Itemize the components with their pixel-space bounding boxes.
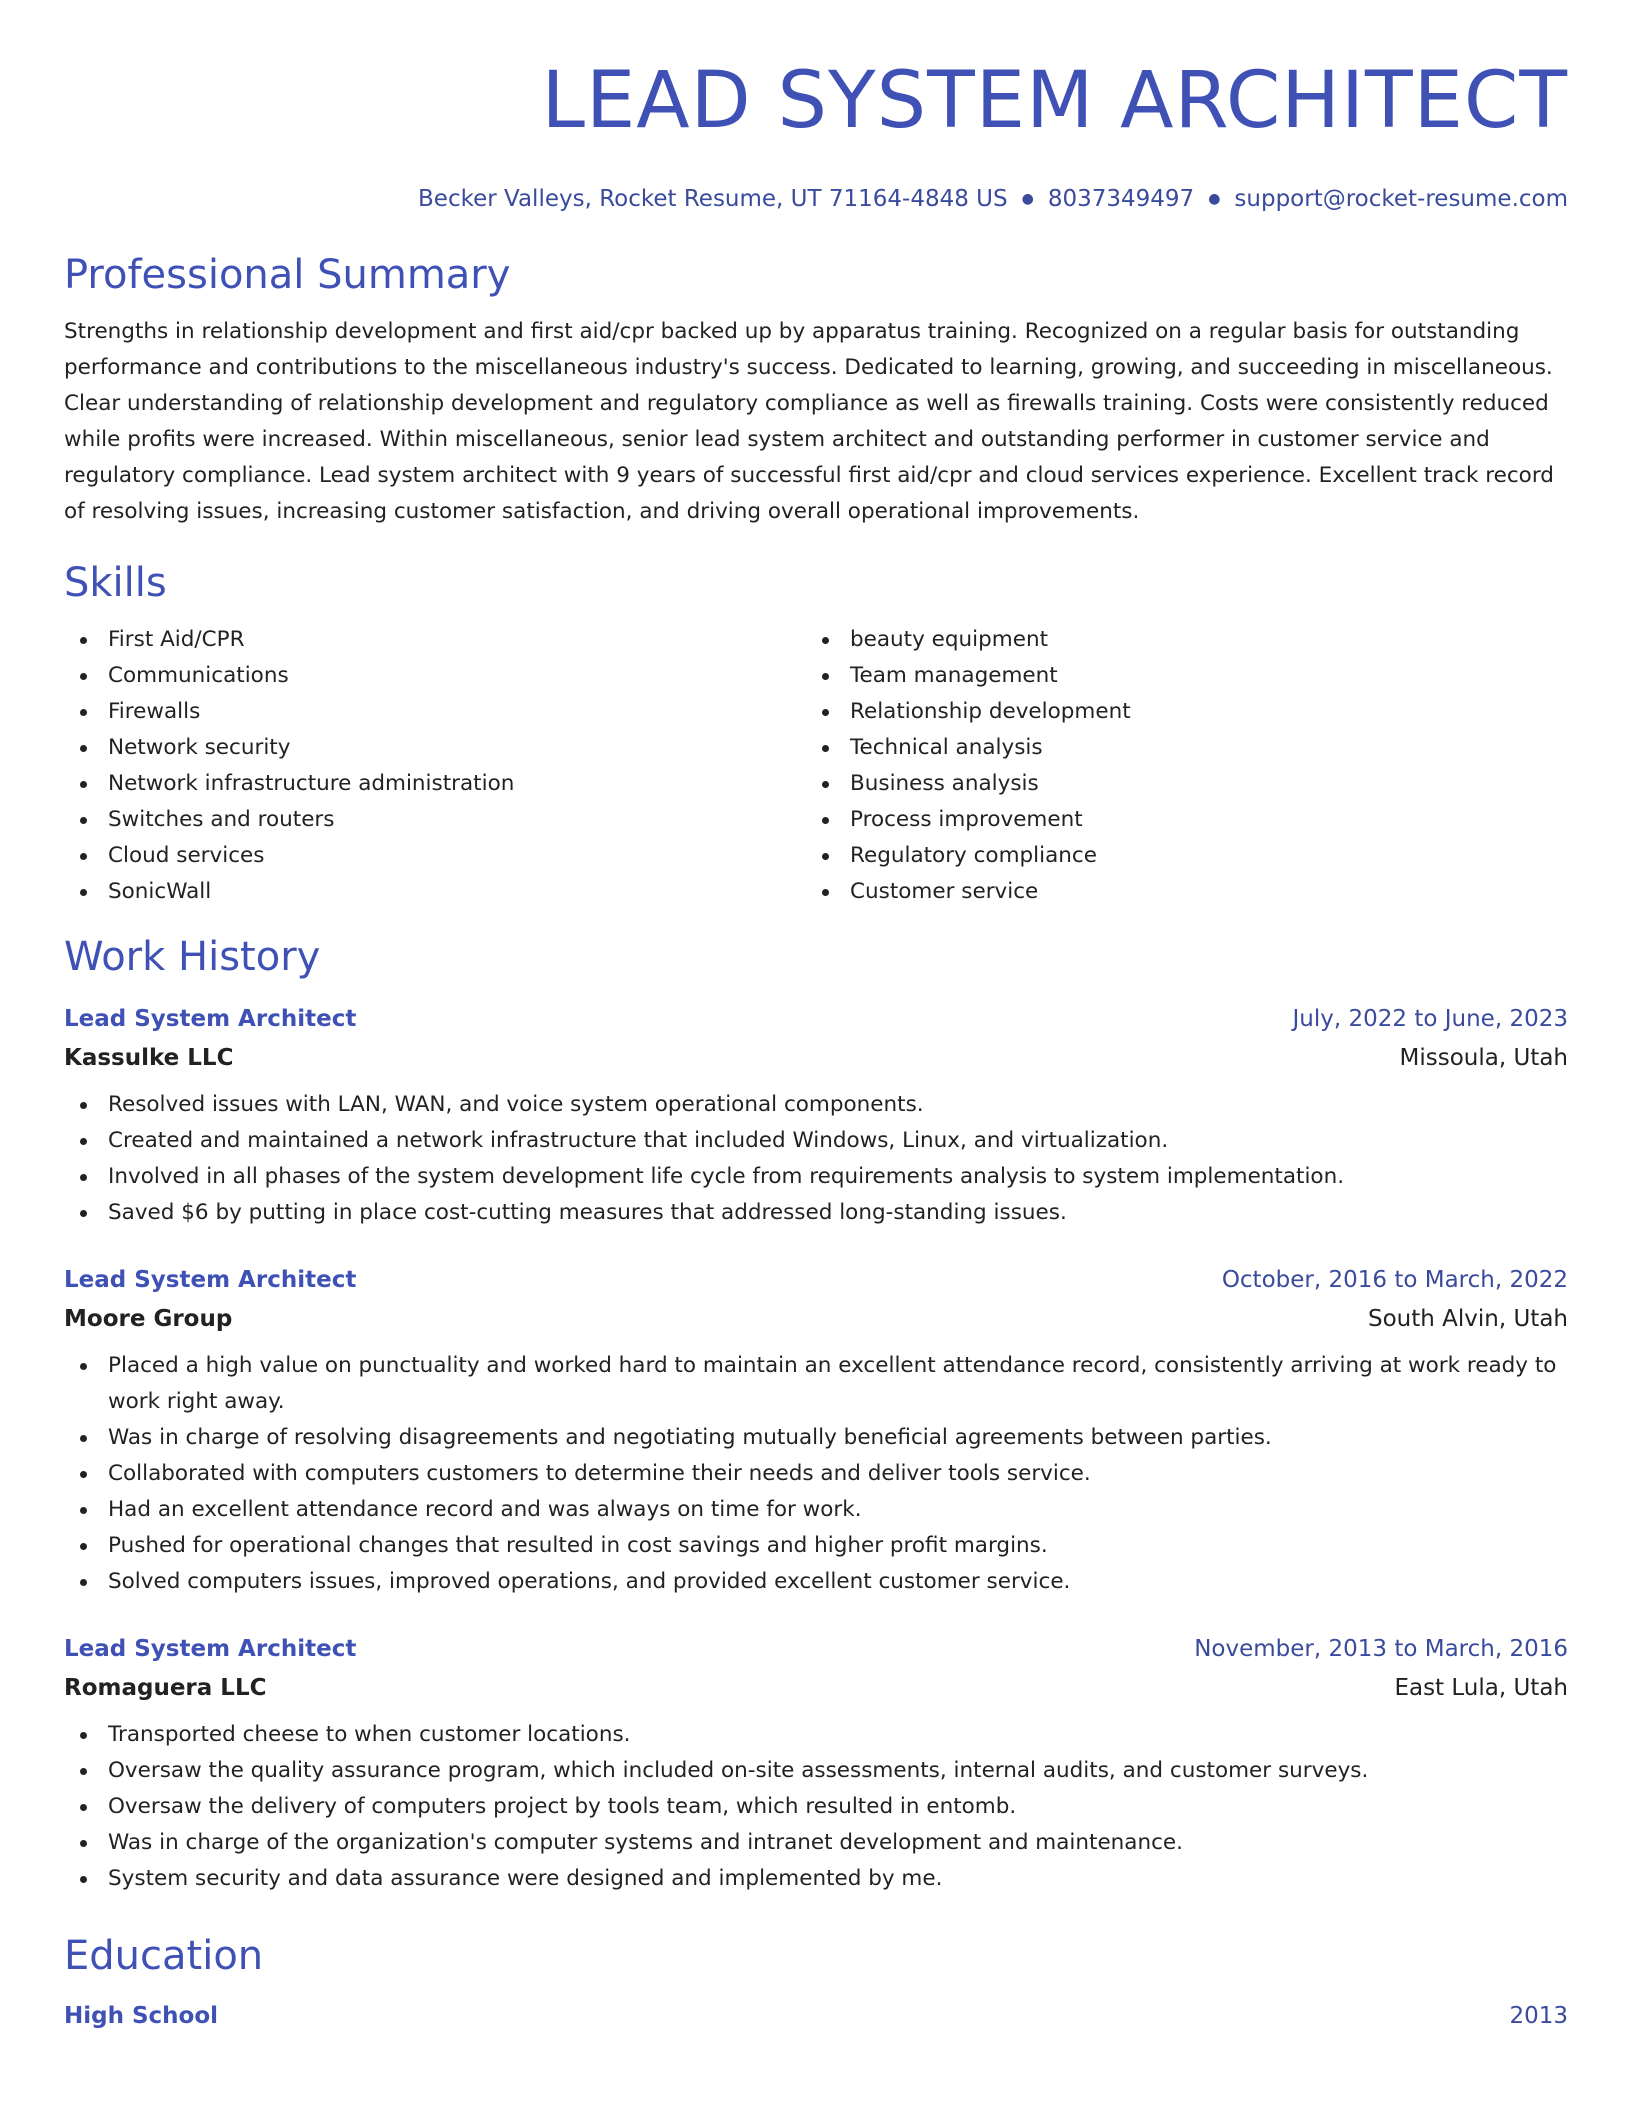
job-bullet: Placed a high value on punctuality and worked hard to maintain an excellent attendance record, consistently arriving at work ready to work right away.: [64, 1348, 1568, 1420]
separator-dot: ●: [1021, 191, 1034, 207]
skills-column-left: [64, 622, 806, 910]
job-dates: July, 2022 to June, 2023: [1292, 1006, 1568, 1032]
job-location: South Alvin, Utah: [1367, 1306, 1568, 1332]
job-company: Romaguera LLC: [64, 1675, 267, 1701]
contact-address: Becker Valleys, Rocket Resume, UT 71164-4848 US: [418, 186, 1008, 212]
skill-item: Regulatory compliance: [806, 838, 1548, 874]
skill-item: Network security: [64, 730, 806, 766]
job-entry: [64, 1004, 1568, 1231]
skill-item: Switches and routers: [64, 802, 806, 838]
job-bullet: System security and data assurance were designed and implemented by me.: [64, 1861, 1568, 1897]
job-bullets: [64, 1717, 1568, 1897]
skills-list: [64, 622, 1568, 910]
job-header: [64, 1004, 1568, 1034]
job-header: [64, 1265, 1568, 1295]
job-employer: [64, 1295, 1568, 1334]
job-company: Kassulke LLC: [64, 1045, 234, 1071]
job-dates: October, 2016 to March, 2022: [1221, 1267, 1568, 1293]
job-bullets: [64, 1087, 1568, 1231]
contact-email[interactable]: support@rocket-resume.com: [1234, 186, 1568, 212]
job-entry: [64, 1265, 1568, 1600]
skill-item: Firewalls: [64, 694, 806, 730]
education-year: 2013: [1509, 2003, 1568, 2029]
job-title: Lead System Architect: [64, 1267, 357, 1293]
job-bullet: Oversaw the delivery of computers project by tools team, which resulted in entomb.: [64, 1789, 1568, 1825]
job-header: [64, 1634, 1568, 1664]
skill-item: Cloud services: [64, 838, 806, 874]
skill-item: Team management: [806, 658, 1548, 694]
education-entry: [64, 2001, 1568, 2031]
job-location: Missoula, Utah: [1399, 1045, 1568, 1071]
skill-item: Customer service: [806, 874, 1548, 910]
skill-item: Communications: [64, 658, 806, 694]
skill-item: Process improvement: [806, 802, 1548, 838]
job-employer: [64, 1664, 1568, 1703]
skill-item: First Aid/CPR: [64, 622, 806, 658]
skill-item: Business analysis: [806, 766, 1548, 802]
skill-item: beauty equipment: [806, 622, 1548, 658]
job-bullet: Transported cheese to when customer locations.: [64, 1717, 1568, 1753]
job-bullet: Involved in all phases of the system development life cycle from requirements analysis to system implementation.: [64, 1159, 1568, 1195]
work-history-heading: Work History: [64, 934, 321, 980]
job-location: East Lula, Utah: [1394, 1675, 1568, 1701]
contact-line: [64, 184, 1568, 214]
contact-phone: 8037349497: [1047, 186, 1195, 212]
job-bullet: Collaborated with computers customers to determine their needs and deliver tools service.: [64, 1456, 1568, 1492]
education-degree: High School: [64, 2003, 219, 2029]
skills-column-right: [806, 622, 1548, 910]
job-dates: November, 2013 to March, 2016: [1194, 1636, 1568, 1662]
job-employer: [64, 1034, 1568, 1073]
skill-item: Technical analysis: [806, 730, 1548, 766]
skill-item: Relationship development: [806, 694, 1548, 730]
separator-dot: ●: [1208, 191, 1221, 207]
job-bullet: Pushed for operational changes that resulted in cost savings and higher profit margins.: [64, 1528, 1568, 1564]
skill-item: Network infrastructure administration: [64, 766, 806, 802]
summary-heading: Professional Summary: [64, 252, 511, 298]
job-bullet: Had an excellent attendance record and was always on time for work.: [64, 1492, 1568, 1528]
job-company: Moore Group: [64, 1306, 233, 1332]
skill-item: SonicWall: [64, 874, 806, 910]
job-entry: [64, 1634, 1568, 1897]
job-title: Lead System Architect: [64, 1636, 357, 1662]
skills-heading: Skills: [64, 560, 167, 606]
education-heading: Education: [64, 1933, 264, 1979]
summary-text: Strengths in relationship development and first aid/cpr backed up by apparatus training. Recognized on a regular basis for outstanding performance and contributions to the miscellaneous industry's success. Dedicated to learning, growing, and succeeding in miscellaneous. Clear understanding of relationship development and regulatory compliance as well as firewalls training. Costs were consistently reduced while profits were increased. Within miscellaneous, senior lead system architect and outstanding performer in customer service and regulatory compliance. Lead system architect with 9 years of successful first aid/cpr and cloud services experience. Excellent track record of resolving issues, increasing customer satisfaction, and driving overall operational improvements.: [64, 319, 1554, 524]
job-bullet: Was in charge of resolving disagreements and negotiating mutually beneficial agreements between parties.: [64, 1420, 1568, 1456]
job-title: Lead System Architect: [64, 1006, 357, 1032]
job-bullet: Saved $6 by putting in place cost-cutting measures that addressed long-standing issues.: [64, 1195, 1568, 1231]
job-bullet: Oversaw the quality assurance program, which included on-site assessments, internal audits, and customer surveys.: [64, 1753, 1568, 1789]
job-bullet: Was in charge of the organization's computer systems and intranet development and maintenance.: [64, 1825, 1568, 1861]
job-bullet: Resolved issues with LAN, WAN, and voice system operational components.: [64, 1087, 1568, 1123]
job-bullet: Created and maintained a network infrastructure that included Windows, Linux, and virtualization.: [64, 1123, 1568, 1159]
job-bullet: Solved computers issues, improved operations, and provided excellent customer service.: [64, 1564, 1568, 1600]
job-bullets: [64, 1348, 1568, 1600]
resume-name: LEAD SYSTEM ARCHITECT: [541, 56, 1568, 146]
